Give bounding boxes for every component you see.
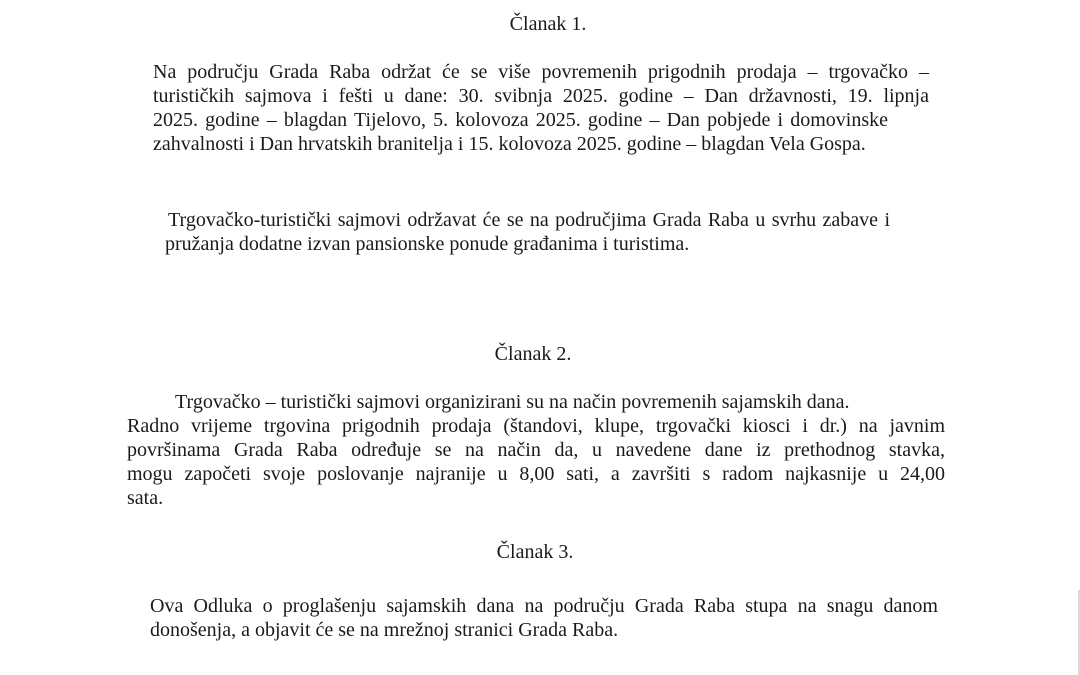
text-line: turističkih sajmova i fešti u dane: 30. svibnja 2025. godine – Dan državnosti, 19. lipnja: [153, 85, 929, 107]
text-line: zahvalnosti i Dan hrvatskih branitelja i 15. kolovoza 2025. godine – blagdan Vela Gospa.: [153, 133, 866, 155]
text-line: 2025. godine – blagdan Tijelovo, 5. kolovoza 2025. godine – Dan pobjede i domovinske: [153, 109, 888, 131]
article-3-paragraph: [150, 594, 940, 642]
text-line: Trgovačko-turistički sajmovi održavat će se na područjima Grada Raba u svrhu zabave i: [168, 209, 890, 231]
article-2-paragraph: [127, 390, 945, 510]
article-1-paragraph-2: [165, 208, 890, 256]
article-2-heading: Članak 2.: [494, 343, 572, 365]
text-line: površinama Grada Raba određuje se na način da, u navedene dane iz prethodnog stavka,: [127, 439, 945, 461]
text-line: mogu započeti svoje poslovanje najranije u 8,00 sati, a završiti s radom najkasnije u 24,00: [127, 463, 945, 485]
text-line: Na području Grada Raba održat će se više povremenih prigodnih prodaja – trgovačko –: [153, 61, 929, 83]
text-line: sata.: [127, 487, 164, 509]
text-line: pružanja dodatne izvan pansionske ponude građanima i turistima.: [165, 233, 690, 255]
text-line: Trgovačko – turistički sajmovi organizirani su na način povremenih sajamskih dana.: [175, 391, 850, 413]
article-3-heading: Članak 3.: [496, 541, 574, 563]
text-line: Ova Odluka o proglašenju sajamskih dana na području Grada Raba stupa na snagu danom: [150, 595, 938, 617]
article-1-heading: Članak 1.: [509, 13, 587, 35]
text-line: Radno vrijeme trgovina prigodnih prodaja (štandovi, klupe, trgovački kiosci i dr.) na javnim: [127, 415, 945, 437]
article-1-paragraph-1: [153, 60, 929, 156]
text-line: donošenja, a objavit će se na mrežnoj stranici Grada Raba.: [150, 619, 619, 641]
